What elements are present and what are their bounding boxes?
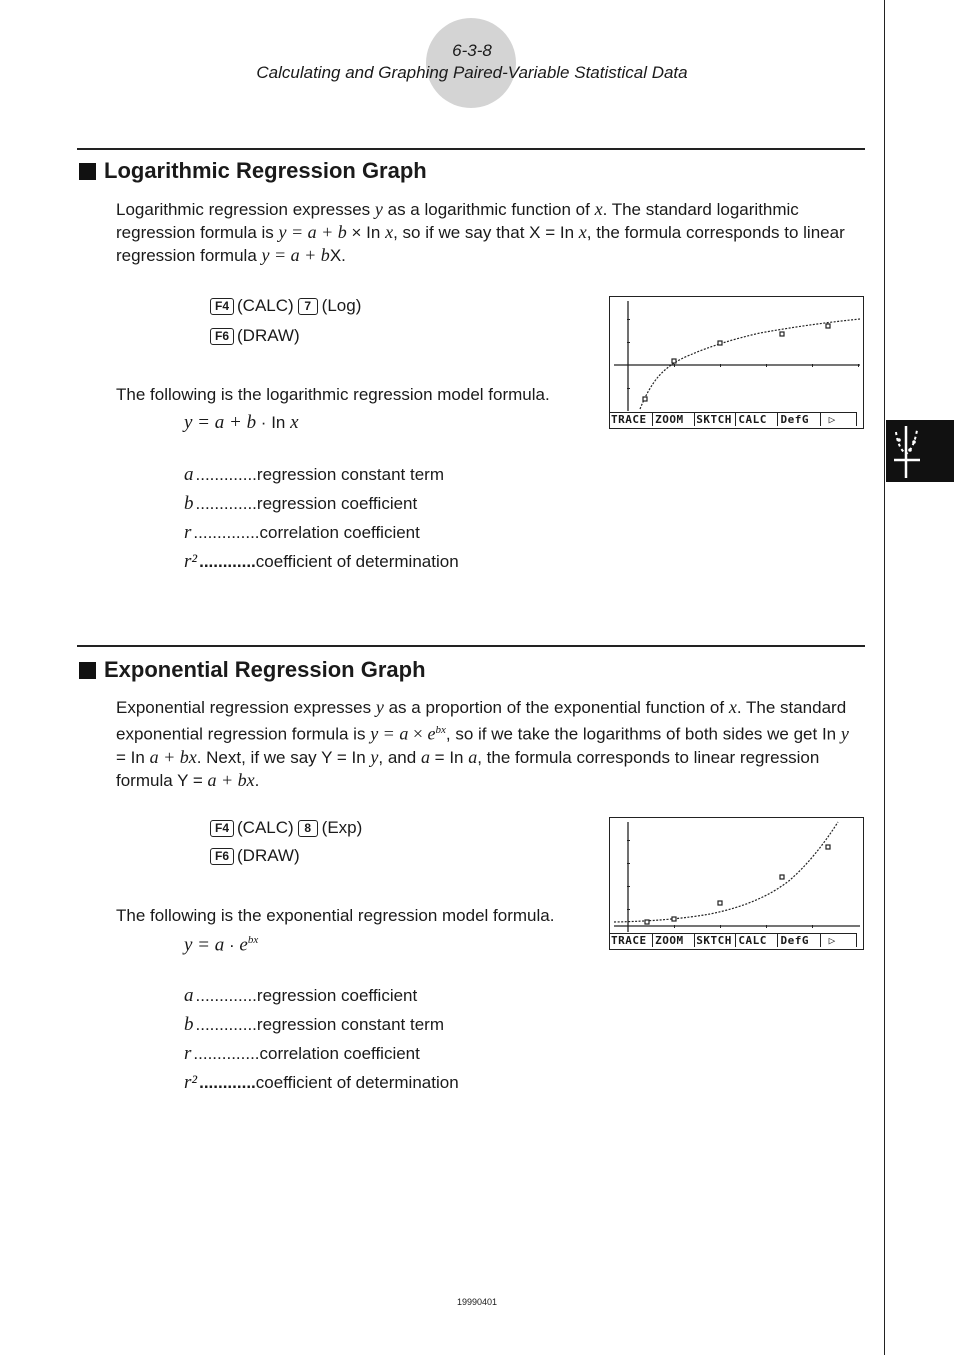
definition-item: r .............. correlation coefficient: [184, 522, 420, 543]
exp-regression-graph: [610, 818, 863, 949]
menu-sketch[interactable]: SKTCH: [695, 412, 736, 426]
menu-next[interactable]: ▷: [821, 933, 857, 947]
menu-defg[interactable]: DefG: [778, 412, 820, 426]
menu-defg[interactable]: DefG: [778, 933, 820, 947]
heading-square-icon: [79, 662, 96, 679]
menu-sketch[interactable]: SKTCH: [695, 933, 736, 947]
heading-square-icon: [79, 163, 96, 180]
definition-item: r² ............ coefficient of determination: [184, 1072, 459, 1093]
log-regression-graph: [610, 297, 863, 428]
f6-key[interactable]: F6: [210, 848, 234, 865]
chapter-title: Calculating and Graphing Paired-Variable Statistical Data: [256, 63, 688, 82]
section-heading: [79, 158, 427, 184]
menu-next[interactable]: ▷: [821, 412, 857, 426]
section-heading: [79, 657, 426, 683]
f4-key[interactable]: F4: [210, 820, 234, 837]
menu-zoom[interactable]: ZOOM: [653, 933, 695, 947]
key-sequence-draw: F6 (DRAW): [210, 326, 300, 346]
definition-item: r .............. correlation coefficient: [184, 1043, 420, 1064]
model-intro: The following is the exponential regression model formula.: [116, 906, 555, 925]
chapter-tab: [886, 420, 954, 482]
key-sequence-calc: F4 (CALC) 7 (Log): [210, 296, 361, 316]
calculator-screen-log: [609, 296, 864, 429]
number-key[interactable]: 7: [298, 298, 318, 315]
section-divider: [77, 645, 865, 647]
number-key[interactable]: 8: [298, 820, 318, 837]
function-menu-bar: [610, 933, 857, 947]
model-formula: $y = a \cdot e^{bx}$: [184, 934, 259, 956]
menu-trace[interactable]: TRACE: [610, 412, 653, 426]
definition-item: a ............. regression coefficient: [184, 985, 418, 1006]
definition-item: a ............. regression constant term: [184, 464, 444, 485]
function-menu-bar: [610, 412, 857, 426]
definition-list: [184, 985, 459, 1101]
menu-calc[interactable]: CALC: [736, 412, 778, 426]
definition-item: b ............. regression constant term: [184, 1014, 444, 1035]
key-sequence-calc: F4 (CALC) 8 (Exp): [210, 818, 362, 838]
statistics-tab-icon: [886, 420, 954, 482]
menu-calc[interactable]: CALC: [736, 933, 778, 947]
definition-item: b ............. regression coefficient: [184, 493, 418, 514]
f6-key[interactable]: F6: [210, 328, 234, 345]
page-edge-rule: [884, 0, 885, 1355]
footer-code: 19990401: [456, 1297, 498, 1307]
definition-list: [184, 464, 459, 580]
calculator-screen-exp: [609, 817, 864, 950]
model-intro: The following is the logarithmic regression model formula.: [116, 385, 550, 404]
page-number: 6-3-8: [452, 41, 492, 60]
heading-text: Logarithmic Regression Graph: [104, 158, 427, 183]
section-divider: [77, 148, 865, 150]
definition-item: r² ............ coefficient of determination: [184, 551, 459, 572]
f4-key[interactable]: F4: [210, 298, 234, 315]
menu-zoom[interactable]: ZOOM: [653, 412, 695, 426]
intro-paragraph: Exponential regression expresses y as a proportion of the exponential function of x. The standard exponential regression formula is $y = a \times e^{bx}$, so if we take the logarithms of both sides we get In y = In a + bx. Next, if we say Y = In y, and a = In a, the formula corresponds to linear regression formula Y = a + bx.: [116, 697, 849, 790]
key-sequence-draw: F6 (DRAW): [210, 846, 300, 866]
intro-paragraph: Logarithmic regression expresses y as a logarithmic function of x. The standard logarithmic regression formula is y = a + b × In x, so if we say that X = In x, the formula corresponds to linear regression formula y = a + bX.: [116, 199, 845, 265]
heading-text: Exponential Regression Graph: [104, 657, 426, 682]
menu-trace[interactable]: TRACE: [610, 933, 653, 947]
model-formula: y = a + b · In x: [184, 412, 299, 433]
